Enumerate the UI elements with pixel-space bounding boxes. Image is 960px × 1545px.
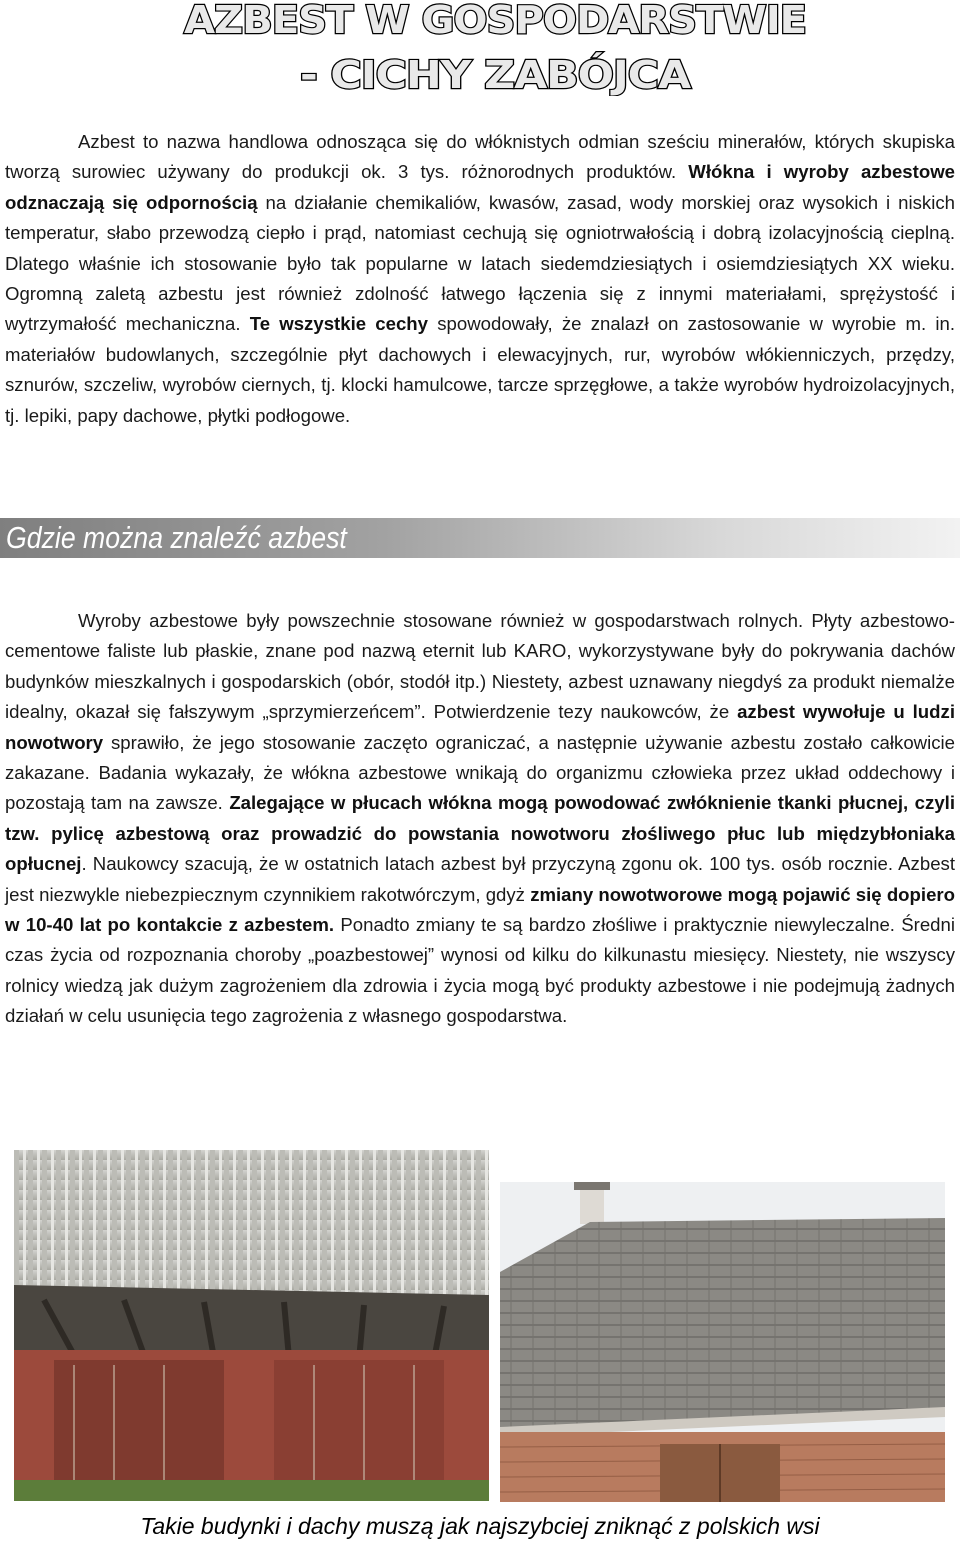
section-heading: Gdzie można znaleźć azbest xyxy=(6,520,347,555)
page-title xyxy=(0,0,960,96)
body-paragraph: Wyroby azbestowe były powszechnie stosowane również w gospodarstwach rolnych. Płyty azbestowo-cementowe faliste lub płaskie, znane pod nazwą eternit lub KARO, wykorzystywane były do pokrywania dachów budynków mieszkalnych i gospodarskich (obór, stodół itp.) Niestety, azbest uznawany niegdyś za produkt niemalże idealny, okazał się fałszywym „sprzymierzeńcem”. Potwierdzenie tezy naukowców, że azbest wywołuje u ludzi nowotwory sprawiło, że jego stosowanie zaczęto ograniczać, a następnie używanie azbestu zostało całkowicie zakazane. Badania wykazały, że włókna azbestowe wnikają do organizmu człowieka przez układ oddechowy i pozostają tam na zawsze. Zalegające w płucach włókna mogą powodować zwłóknienie tkanki płucnej, czyli tzw. pylicę azbestową oraz prowadzić do powstania nowotworu złośliwego płuc lub międzybłoniaka opłucnej. Naukowcy szacują, że w ostatnich latach azbest był przyczyną zgonu ok. 100 tys. osób rocznie. Azbest jest niezwykle niebezpiecznym czynnikiem rakotwórczym, gdyż zmiany nowotworowe mogą pojawić się dopiero w 10-40 lat po kontakcie z azbestem. Ponadto zmiany te są bardzo złośliwe i praktycznie niewyleczalne. Średni czas życia od rozpoznania choroby „poazbestowej” wynosi od kilku do kilkunastu miesięcy. Niestety, nie wszyscy rolnicy wiedzą jak dużym zagrożeniem dla zdrowia i życia mogą być produkty azbestowe i nie podejmują żadnych działań w celu usunięcia tego zagrożenia z własnego gospodarstwa. xyxy=(5,610,956,1027)
intro-paragraph: Azbest to nazwa handlowa odnosząca się do włóknistych odmian sześciu minerałów, których skupiska tworzą surowiec używany do produkcji ok. 3 tys. różnorodnych produktów. Włókna i wyroby azbestowe odznaczają się odpornością na działanie chemikaliów, kwasów, zasad, wody morskiej oraz wysokich i niskich temperatur, słabo przewodzą ciepło i prąd, natomiast cechują się ogniotrwałością i dobrą izolacyjnością cieplną. Dlatego właśnie ich stosowanie było tak popularne w latach siedemdziesiątych i osiemdziesiątych XX wieku. Ogromną zaletą azbestu jest również zdolność łatwego łączenia się z innymi materiałami, sprężystość i wytrzymałość mechaniczna. Te wszystkie cechy spowodowały, że znalazł on zastosowanie w wyrobie m. in. materiałów budowlanych, szczególnie płyt dachowych i elewacyjnych, rur, wyrobów włókienniczych, przędzy, sznurów, szczeliw, wyrobów ciernych, tj. klocki hamulcowe, tarcze sprzęgłowe, a także wyrobów hydroizolacyjnych, tj. lepiki, papy dachowe, płytki podłogowe. xyxy=(5,131,956,426)
title-line-1: AZBEST W GOSPODARSTWIE xyxy=(184,0,806,42)
title-line-2: - CICHY ZABÓJCA xyxy=(300,53,692,96)
house-roof-photo xyxy=(500,1182,945,1502)
section-header-bar xyxy=(0,518,960,558)
barn-photo xyxy=(14,1150,489,1501)
photo-caption: Takie budynki i dachy muszą jak najszybciej zniknąć z polskich wsi xyxy=(140,1513,820,1539)
